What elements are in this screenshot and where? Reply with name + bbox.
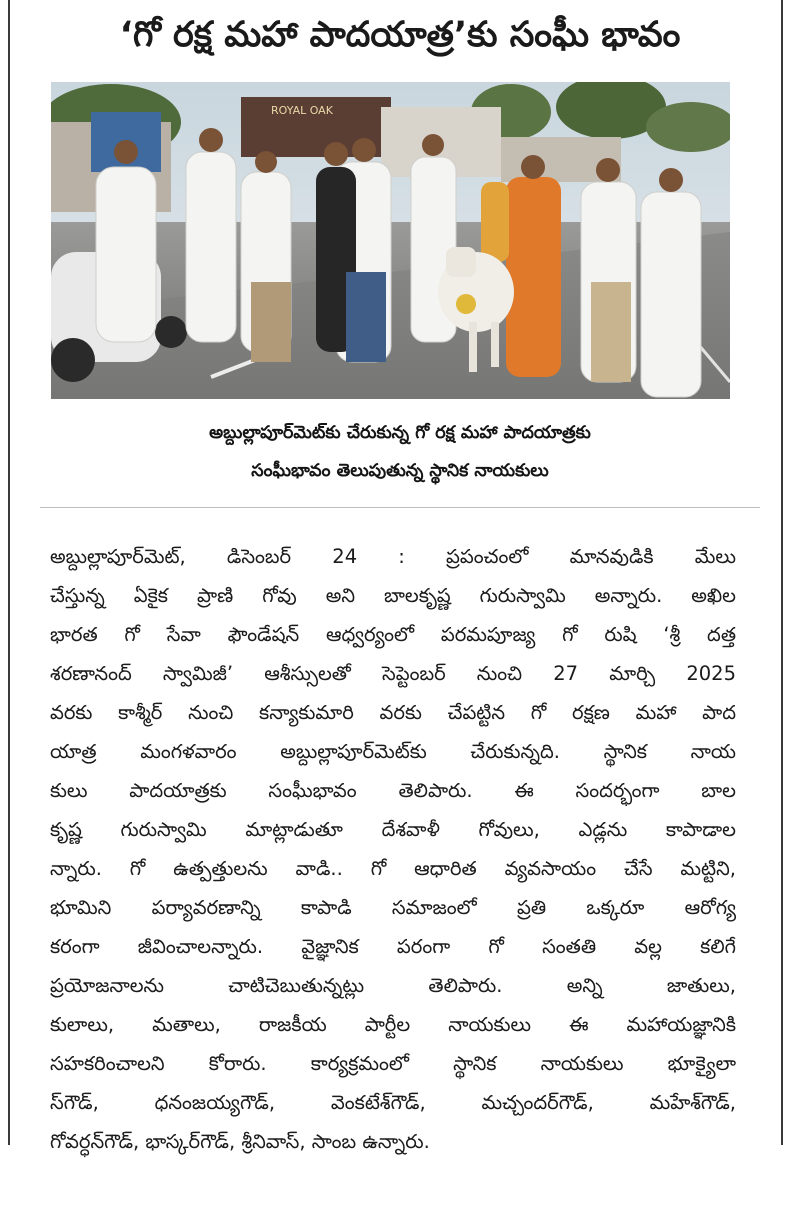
body-line: అబ్దుల్లాపూర్‌మెట్, డిసెంబర్ 24 : ప్రపంచంలో మానవుడికి మేలు xyxy=(50,545,736,568)
body-line: శరణానంద్ స్వామిజీ’ ఆశీస్సులతో సెప్టెంబర్ నుంచి 27 మార్చి 2025 xyxy=(50,662,736,685)
body-line: కులు పాదయాత్రకు సంఘీభావం తెలిపారు. ఈ సందర్భంగా బాల xyxy=(50,779,736,802)
body-line: స్‌గౌడ్, ధనంజయ్యగౌడ్, వెంకటేశ్‌గౌడ్, మచ్చందర్‌గౌడ్, మహేశ్‌గౌడ్, xyxy=(50,1091,736,1114)
body-line: భూమిని పర్యావరణాన్ని కాపాడి సమాజంలో ప్రతి ఒక్కరూ ఆరోగ్య xyxy=(50,896,736,919)
right-column-rule xyxy=(781,0,783,1145)
body-line: గోవర్ధన్‌గౌడ్, భాస్కర్‌గౌడ్, శ్రీనివాస్, సాంబ ఉన్నారు. xyxy=(50,1130,430,1153)
caption-line-2: సంఘీభావం తెలుపుతున్న స్థానిక నాయకులు xyxy=(251,461,549,481)
left-column-rule xyxy=(8,0,10,1145)
body-line: ప్రయోజనాలను చాటిచెబుతున్నట్లు తెలిపారు. అన్ని జాతులు, xyxy=(50,974,736,997)
procession-photo-illustration xyxy=(51,82,730,399)
body-line: సహకరించాలని కోరారు. కార్యక్రమంలో స్థానిక నాయకులు భూక్యైలా xyxy=(50,1052,736,1075)
body-line: చేస్తున్న ఏకైక ప్రాణి గోవు అని బాలకృష్ణ గురుస్వామి అన్నారు. అఖిల xyxy=(50,584,736,607)
body-line: కులాలు, మతాలు, రాజకీయ పార్టీల నాయకులు ఈ మహాయజ్ఞానికి xyxy=(50,1013,736,1036)
banner-sign-text: ROYAL OAK xyxy=(271,104,333,117)
body-line: కరంగా జీవించాలన్నారు. వైజ్ఞానిక పరంగా గో సంతతి వల్ల కలిగే xyxy=(50,935,736,958)
caption-divider xyxy=(40,507,760,508)
photo-caption xyxy=(40,414,760,490)
news-photo xyxy=(51,82,730,399)
caption-line-1: అబ్దుల్లాపూర్‌మెట్‌కు చేరుకున్న గో రక్ష మహా పాదయాత్రకు xyxy=(209,423,591,443)
body-line: న్నారు. గో ఉత్పత్తులను వాడి.. గో ఆధారిత వ్యవసాయం చేసే మట్టిని, xyxy=(50,857,736,880)
body-line: యాత్ర మంగళవారం అబ్దుల్లాపూర్‌మెట్‌కు చేరుకున్నది. స్థానిక నాయ xyxy=(50,740,736,763)
body-line: భారత గో సేవా ఫౌండేషన్ ఆధ్వర్యంలో పరమపూజ్య గో రుషి ‘శ్రీ దత్త xyxy=(50,623,736,646)
article-body xyxy=(50,537,736,1161)
article-headline: ‘గో రక్ష మహా పాదయాత్ర’కు సంఘీ భావం xyxy=(119,15,681,55)
body-line: వరకు కాశ్మీర్ నుంచి కన్యాకుమారి వరకు చేపట్టిన గో రక్షణ మహా పాద xyxy=(50,701,736,724)
body-line: కృష్ణ గురుస్వామి మాట్లాడుతూ దేశవాళీ గోవులు, ఎడ్లను కాపాడాల xyxy=(50,818,736,841)
